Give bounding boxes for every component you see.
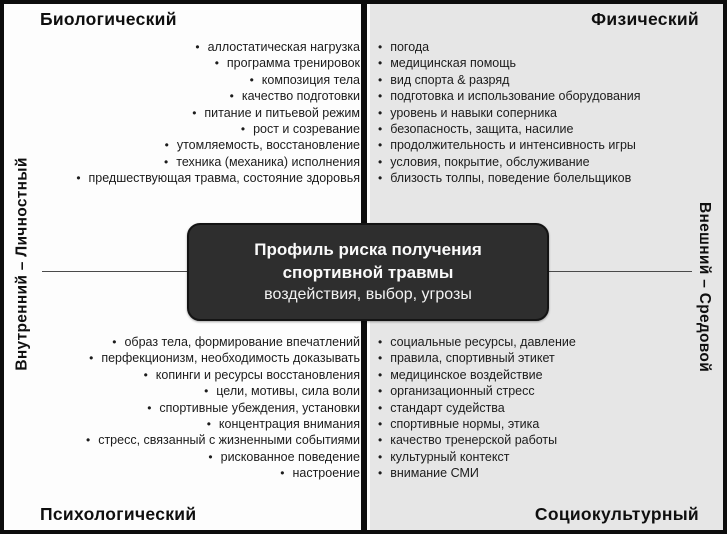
bullet-icon: • (164, 154, 169, 169)
bullet-icon: • (378, 466, 383, 481)
bullet-icon: • (378, 335, 383, 349)
list-item-label: подготовка и использование оборудования (390, 89, 641, 104)
axis-label-internal-personal (6, 4, 40, 524)
list-item-label: погода (390, 40, 430, 54)
list-item-label: продолжительность и интенсивность игры (390, 138, 636, 153)
bullet-icon: • (378, 171, 383, 186)
list-item (34, 350, 360, 366)
list-item (378, 367, 718, 383)
bullet-icon: • (208, 449, 213, 464)
list-item-label: техника (механика) исполнения (176, 154, 360, 169)
bullet-icon: • (378, 40, 383, 54)
bullet-icon: • (164, 138, 169, 153)
list-item-label: безопасность, защита, насилие (390, 122, 574, 137)
list-item (378, 121, 718, 137)
bullet-icon: • (378, 154, 383, 169)
list-item (34, 170, 360, 186)
bullet-icon: • (378, 89, 383, 104)
bullet-icon: • (280, 466, 285, 481)
physical-factors-list (378, 39, 718, 187)
list-item (378, 105, 718, 121)
list-item (378, 170, 718, 186)
list-item-label: утомляемость, восстановление (176, 138, 360, 153)
quadrant-title-sociocultural: Социокультурный (534, 504, 699, 524)
list-item-label: медицинская помощь (390, 56, 517, 71)
list-item-label: предшествующая травма, состояние здоровья (88, 171, 360, 186)
list-item-label: качество тренерской работы (390, 433, 558, 448)
list-item (34, 137, 360, 153)
biological-factors-list (34, 39, 360, 187)
list-item (378, 334, 718, 350)
bullet-icon: • (85, 433, 91, 448)
list-item-label: композиция тела (261, 72, 360, 87)
list-item (378, 400, 718, 416)
bullet-icon: • (214, 56, 219, 71)
bullet-icon: • (204, 384, 209, 399)
list-item (34, 400, 360, 416)
list-item (378, 55, 718, 71)
bullet-icon: • (378, 449, 383, 464)
list-item-label: медицинское воздействие (390, 367, 543, 382)
bullet-icon: • (112, 335, 117, 349)
list-item-label: культурный контекст (390, 449, 510, 464)
bullet-icon: • (229, 89, 234, 104)
center-box-title-line1: Профиль риска получения (254, 240, 482, 260)
bullet-icon: • (378, 122, 383, 137)
list-item-label: программа тренировок (226, 56, 360, 71)
bullet-icon: • (378, 351, 383, 366)
list-item-label: внимание СМИ (390, 466, 479, 481)
axis-label-external-environmental-text: Внешний – Средовой (696, 201, 713, 373)
list-item-label: вид спорта & разряд (390, 72, 510, 87)
axis-label-internal-personal-text: Внутренний – Личностный (14, 157, 32, 371)
list-item (34, 105, 360, 121)
bullet-icon: • (378, 367, 383, 382)
bullet-icon: • (195, 40, 200, 54)
bullet-icon: • (378, 138, 383, 153)
bullet-icon: • (143, 367, 148, 382)
list-item (34, 383, 360, 399)
list-item-label: образ тела, формирование впечатлений (124, 335, 360, 349)
list-item-label: копинги и ресурсы восстановления (155, 367, 360, 382)
center-risk-profile-box (187, 223, 549, 321)
axis-label-external-environmental (687, 44, 721, 530)
list-item-label: аллостатическая нагрузка (207, 40, 360, 54)
list-item-label: рост и созревание (253, 122, 360, 137)
center-box-title-line2: спортивной травмы (282, 262, 454, 282)
bullet-icon: • (378, 72, 383, 87)
quadrant-title-physical: Физический (591, 9, 699, 29)
list-item-label: спортивные убеждения, установки (159, 400, 360, 415)
list-item (378, 416, 718, 432)
list-item (378, 432, 718, 448)
list-item-label: качество подготовки (241, 89, 360, 104)
list-item-label: спортивные нормы, этика (390, 417, 540, 432)
bullet-icon: • (378, 384, 383, 399)
list-item (378, 449, 718, 465)
list-item-label: стресс, связанный с жизненными событиями (98, 433, 360, 448)
list-item (378, 39, 718, 55)
bullet-icon: • (76, 171, 81, 186)
list-item-label: цели, мотивы, сила воли (216, 384, 360, 399)
list-item (34, 449, 360, 465)
bullet-icon: • (192, 105, 197, 120)
list-item-label: уровень и навыки соперника (390, 105, 558, 120)
list-item (34, 432, 360, 448)
list-item (378, 88, 718, 104)
list-item-label: рискованное поведение (220, 449, 360, 464)
bullet-icon: • (378, 400, 383, 415)
quadrant-title-biological: Биологический (40, 9, 177, 29)
list-item (34, 55, 360, 71)
list-item-label: настроение (292, 466, 360, 481)
bullet-icon: • (378, 433, 383, 448)
quadrant-title-psychological: Психологический (40, 504, 197, 524)
list-item (34, 121, 360, 137)
bullet-icon: • (206, 417, 211, 432)
list-item (34, 367, 360, 383)
bullet-icon: • (378, 417, 383, 432)
list-item (378, 154, 718, 170)
sociocultural-factors-list (378, 334, 718, 482)
bullet-icon: • (147, 400, 152, 415)
list-item (378, 465, 718, 481)
list-item (34, 88, 360, 104)
list-item-label: социальные ресурсы, давление (390, 335, 576, 349)
horizontal-axis-left-segment (42, 271, 187, 272)
list-item-label: перфекционизм, необходимость доказывать (101, 351, 360, 366)
list-item (378, 383, 718, 399)
bullet-icon: • (89, 351, 94, 366)
list-item (34, 465, 360, 481)
list-item (378, 137, 718, 153)
list-item (34, 154, 360, 170)
list-item-label: организационный стресс (390, 384, 535, 399)
list-item (34, 334, 360, 350)
list-item-label: питание и питьевой режим (204, 105, 360, 120)
psychological-factors-list (34, 334, 360, 482)
list-item (378, 72, 718, 88)
list-item-label: стандарт судейства (390, 400, 505, 415)
bullet-icon: • (378, 56, 383, 71)
list-item-label: условия, покрытие, обслуживание (390, 154, 590, 169)
list-item-label: близость толпы, поведение болельщиков (390, 171, 632, 186)
list-item (34, 72, 360, 88)
list-item-label: правила, спортивный этикет (390, 351, 555, 366)
list-item (34, 416, 360, 432)
list-item-label: концентрация внимания (218, 417, 360, 432)
center-box-subtitle: воздействия, выбор, угрозы (264, 286, 472, 304)
list-item (34, 39, 360, 55)
bullet-icon: • (378, 105, 383, 120)
horizontal-axis-right-segment (549, 271, 692, 272)
bullet-icon: • (240, 122, 246, 137)
list-item (378, 350, 718, 366)
bullet-icon: • (249, 72, 254, 87)
